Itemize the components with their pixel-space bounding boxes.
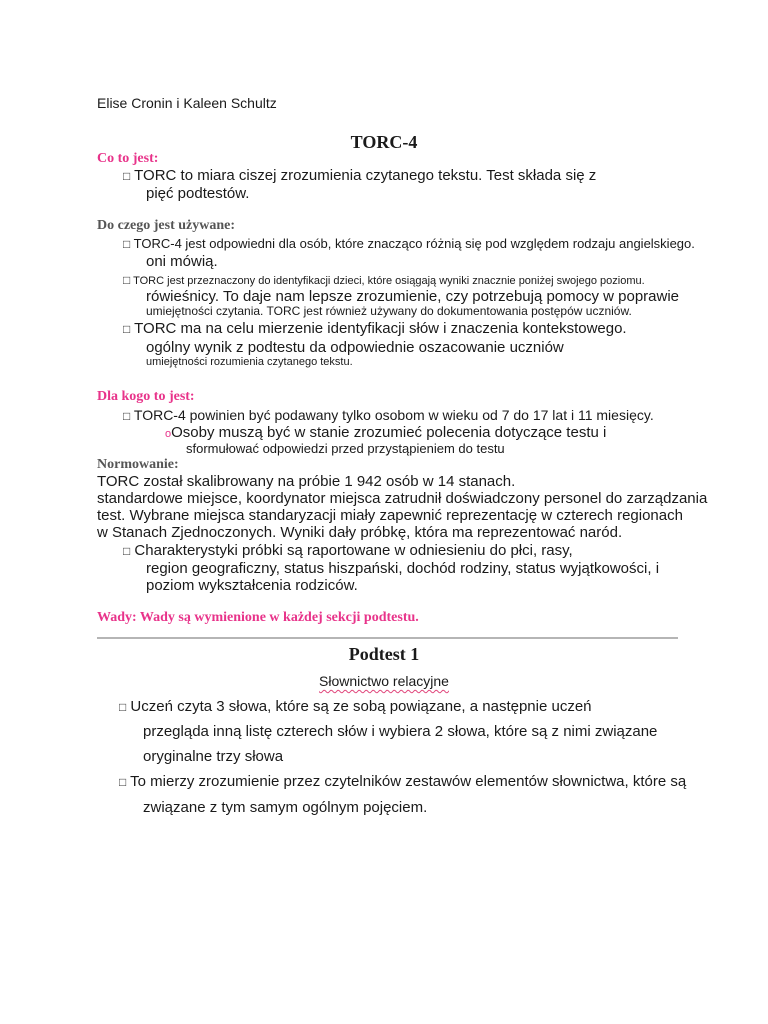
paragraph-line: standardowe miejsce, koordynator miejsca zatrudnił doświadczony personel do zarządzania [97,490,708,507]
list-item-continuation: ogólny wynik z podtestu da odpowiednie oszacowanie uczniów [146,339,564,356]
circle-bullet-icon: o [165,428,172,440]
section-heading-uzycie: Do czego jest używane: [97,218,236,233]
subtest-title: Podtest 1 [348,644,420,664]
list-item-continuation: pięć podtestów. [146,185,250,202]
list-item-continuation: rówieśnicy. To daje nam lepsze zrozumienie, czy potrzebują pomocy w poprawie [146,288,680,305]
sub-list-item: oOsoby muszą być w stanie zrozumieć polecenia dotyczące testu i [165,424,607,441]
paragraph-line: TORC został skalibrowany na próbie 1 942 osób w 14 stanach. [97,473,516,490]
sub-list-item-continuation: sformułować odpowiedzi przed przystąpieniem do testu [186,441,505,456]
checkbox-bullet-icon: □ [119,775,127,789]
section-divider [97,637,678,639]
list-item: □ TORC jest przeznaczony do identyfikacji dzieci, które osiągają wyniki znacznie poniżej swojego poziomu. [123,273,645,287]
list-item: □ TORC ma na celu mierzenie identyfikacji słów i znaczenia kontekstowego. [123,320,627,337]
checkbox-bullet-icon: □ [123,409,131,423]
checkbox-bullet-icon: □ [123,544,131,558]
list-item-continuation: region geograficzny, status hiszpański, dochód rodziny, status wyjątkowości, i [146,560,660,577]
list-item: □ Uczeń czyta 3 słowa, które są ze sobą powiązane, a następnie uczeń [119,698,592,715]
paragraph-line: test. Wybrane miejsca standaryzacji miały zapewnić reprezentację w czterech regionach [97,507,683,524]
list-item: □ TORC-4 jest odpowiedni dla osób, które znacząco różnią się pod względem rodzaju angielskiego. [123,236,695,251]
list-item-continuation: umiejętności rozumienia czytanego tekstu. [146,356,353,368]
checkbox-bullet-icon: □ [119,700,127,714]
list-item-continuation: poziom wykształcenia rodziców. [146,577,358,594]
list-item: □ Charakterystyki próbki są raportowane w odniesieniu do płci, rasy, [123,542,573,559]
section-heading-co-to-jest: Co to jest: [97,151,159,166]
paragraph-line: w Stanach Zjednoczonych. Wyniki dały próbkę, która ma reprezentować naród. [97,524,623,541]
checkbox-bullet-icon: □ [123,237,131,251]
wady-note: Wady: Wady są wymienione w każdej sekcji podtestu. [97,610,419,625]
list-item: □ TORC to miara ciszej zrozumienia czytanego tekstu. Test składa się z [123,167,597,184]
checkbox-bullet-icon: □ [123,273,131,287]
list-item-continuation: przegląda inną listę czterech słów i wybiera 2 słowa, które są z nimi związane [143,723,658,740]
section-heading-dla-kogo: Dla kogo to jest: [97,389,195,404]
list-item: □ TORC-4 powinien być podawany tylko osobom w wieku od 7 do 17 lat i 11 miesięcy. [123,407,654,423]
document-title: TORC-4 [350,132,418,152]
checkbox-bullet-icon: □ [123,322,131,336]
subtest-subtitle: Słownictwo relacyjne [319,673,449,689]
list-item-continuation: umiejętności czytania. TORC jest również używany do dokumentowania postępów uczniów. [146,304,632,318]
authors: Elise Cronin i Kaleen Schultz [97,95,277,111]
checkbox-bullet-icon: □ [123,169,131,183]
list-item-continuation: oni mówią. [146,253,218,270]
list-item: □ To mierzy zrozumienie przez czytelników zestawów elementów słownictwa, które są [119,773,687,790]
list-item-continuation: oryginalne trzy słowa [143,748,284,765]
list-item-continuation: związane z tym samym ogólnym pojęciem. [143,799,428,816]
section-heading-normowanie: Normowanie: [97,457,179,472]
